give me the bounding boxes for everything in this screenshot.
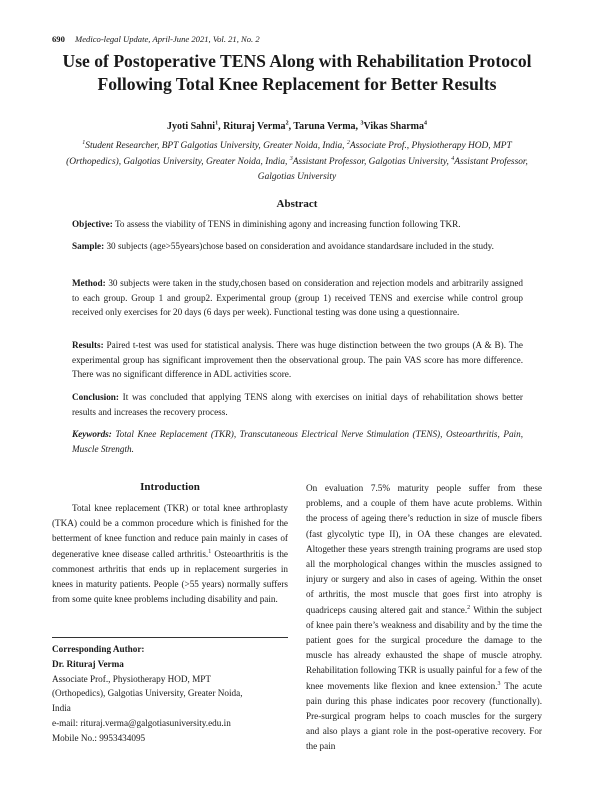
keywords-label: Keywords: — [72, 429, 112, 439]
title-line-2: Following Total Knee Replacement for Better Results — [97, 74, 497, 94]
corresponding-name: Dr. Rituraj Verma — [52, 658, 124, 669]
abstract-method — [72, 276, 523, 320]
results-label: Results: — [72, 340, 104, 350]
method-text: 30 subjects were taken in the study,chosen based on consideration and rejection models and arbitrarily assigned to each group. Group 1 and group2. Experimental group (group 1) received TENS and exercise while control group received only exercises for 20 days (6 days per week). Functional testing was done using a questionnaire. — [72, 278, 523, 318]
abstract-objective — [72, 217, 523, 232]
results-text: Paired t-test was used for statistical analysis. There was huge distinction between the two groups (A & B). The experimental group has significant improvement then the observational group. The pain VAS score has more difference. There was no significant difference in ADL activities score. — [72, 340, 523, 380]
page-number: 690 — [52, 34, 65, 44]
right-column-text — [306, 481, 542, 755]
abstract-sample — [72, 239, 523, 254]
author-1-sup: 1 — [215, 120, 219, 127]
running-header — [52, 34, 260, 44]
intro-text-1: Total knee replacement (TKR) or total knee arthroplasty (TKA) could be a common procedure which is finished for the betterment of knee function and reduce pain mainly in cases of degenerative knee disease called arthritis. — [52, 503, 288, 559]
abstract-conclusion — [72, 390, 523, 419]
abstract-heading: Abstract — [276, 198, 318, 210]
method-label: Method: — [72, 278, 106, 288]
corresponding-line-1: Associate Prof., Physiotherapy HOD, MPT — [52, 673, 211, 684]
title-line-1: Use of Postoperative TENS Along with Rehabilitation Protocol — [62, 51, 532, 71]
right-sup-1: 2 — [467, 604, 471, 611]
affil-sup-4: 4 — [451, 155, 455, 162]
author-2-sup: 2 — [285, 120, 289, 127]
author-4: Vikas Sharma — [363, 121, 425, 132]
keywords-text: Total Knee Replacement (TKR), Transcutaneous Electrical Nerve Stimulation (TENS), Osteoarthritis, Pain, Muscle Strength. — [72, 429, 523, 454]
affil-1: Student Researcher, BPT Galgotias University, Greater Noida, India, — [85, 141, 347, 151]
author-4-pre-sup: 3 — [360, 120, 364, 127]
affil-4: Assistant Professor, Galgotias University — [257, 156, 528, 182]
affil-sup-1: 1 — [82, 139, 86, 146]
intro-sup-1: 1 — [208, 548, 212, 555]
right-sup-2: 3 — [497, 680, 501, 687]
intro-text-2: Osteoarthritis is the commonest arthritis that ends up in replacement surgeries in knees in maturity patients. People (>55 years) normally suffers from some quite knee problems including disability and pain. — [52, 548, 289, 605]
journal-citation: Medico-legal Update, April-June 2021, Vol. 21, No. 2 — [75, 34, 260, 44]
corresponding-mobile: Mobile No.: 9953434095 — [52, 732, 146, 743]
affil-sup-3: 3 — [289, 155, 293, 162]
corresponding-email: e-mail: rituraj.verma@galgotiasuniversity.edu.in — [52, 717, 231, 728]
affil-sup-2: 2 — [346, 139, 350, 146]
sample-text: 30 subjects (age>55years)chose based on consideration and avoidance standardsare included in the study. — [104, 241, 494, 251]
sample-label: Sample: — [72, 241, 105, 251]
author-3: , Taruna Verma, — [288, 121, 361, 132]
right-text-2: Within the subject of knee pain there’s weakness and disability and by the time the patient goes for the surgical procedure the damage to the muscle has already exhausted the shape of muscle atrophy. Rehabilitation following TKR is usually painful for a few of the knee movements like flexion and knee extension. — [306, 604, 542, 691]
conclusion-text: It was concluded that applying TENS along with exercises on initial days of rehabilitation shows better results and increases the recovery process. — [72, 392, 523, 417]
corresponding-line-2: (Orthopedics), Galgotias University, Greater Noida, — [52, 688, 243, 699]
author-list — [40, 121, 554, 132]
author-2: , Rituraj Verma — [218, 121, 286, 132]
right-text-1: On evaluation 7.5% maturity people suffer from these problems, and a couple of them have acute problems. Within the process of ageing there’s reduction in size of muscle fibers (fast glycolytic type II), in OA these changes are elevated. Altogether these years strength training programs are used stop all the morphological changes within the muscles assigned to injury or surgery and also in cases of ageing. Within the onset of arthritis, the most muscle that goes first into atrophy is quadriceps causing altered gait and stance. — [306, 483, 542, 615]
introduction-heading: Introduction — [140, 481, 200, 493]
conclusion-label: Conclusion: — [72, 392, 119, 402]
affiliations — [54, 139, 540, 186]
abstract-keywords — [72, 427, 523, 456]
footnote-divider — [52, 637, 288, 638]
paper-title — [40, 50, 554, 96]
author-1: Jyoti Sahni — [166, 121, 216, 132]
objective-text: To assess the viability of TENS in diminishing agony and increasing function following TKR. — [112, 219, 461, 229]
abstract-results — [72, 338, 523, 382]
objective-label: Objective: — [72, 219, 113, 229]
corresponding-author-block — [52, 642, 302, 746]
introduction-paragraph — [52, 501, 288, 607]
author-4-sup: 4 — [424, 120, 428, 127]
affil-3: Assistant Professor, Galgotias University, — [292, 156, 452, 167]
affil-2: Associate Prof., Physiotherapy HOD, MPT (Orthopedics), Galgotias University, Greater Noida, India, — [66, 141, 512, 167]
corresponding-heading: Corresponding Author: — [52, 644, 145, 654]
right-text-3: The acute pain during this phase indicates poor recovery (functionally). Pre-surgical program helps to coach muscles for the surgery and also plays a giant role in the post-operative recovery. For the pain — [306, 680, 542, 752]
corresponding-line-3: India — [52, 703, 71, 714]
